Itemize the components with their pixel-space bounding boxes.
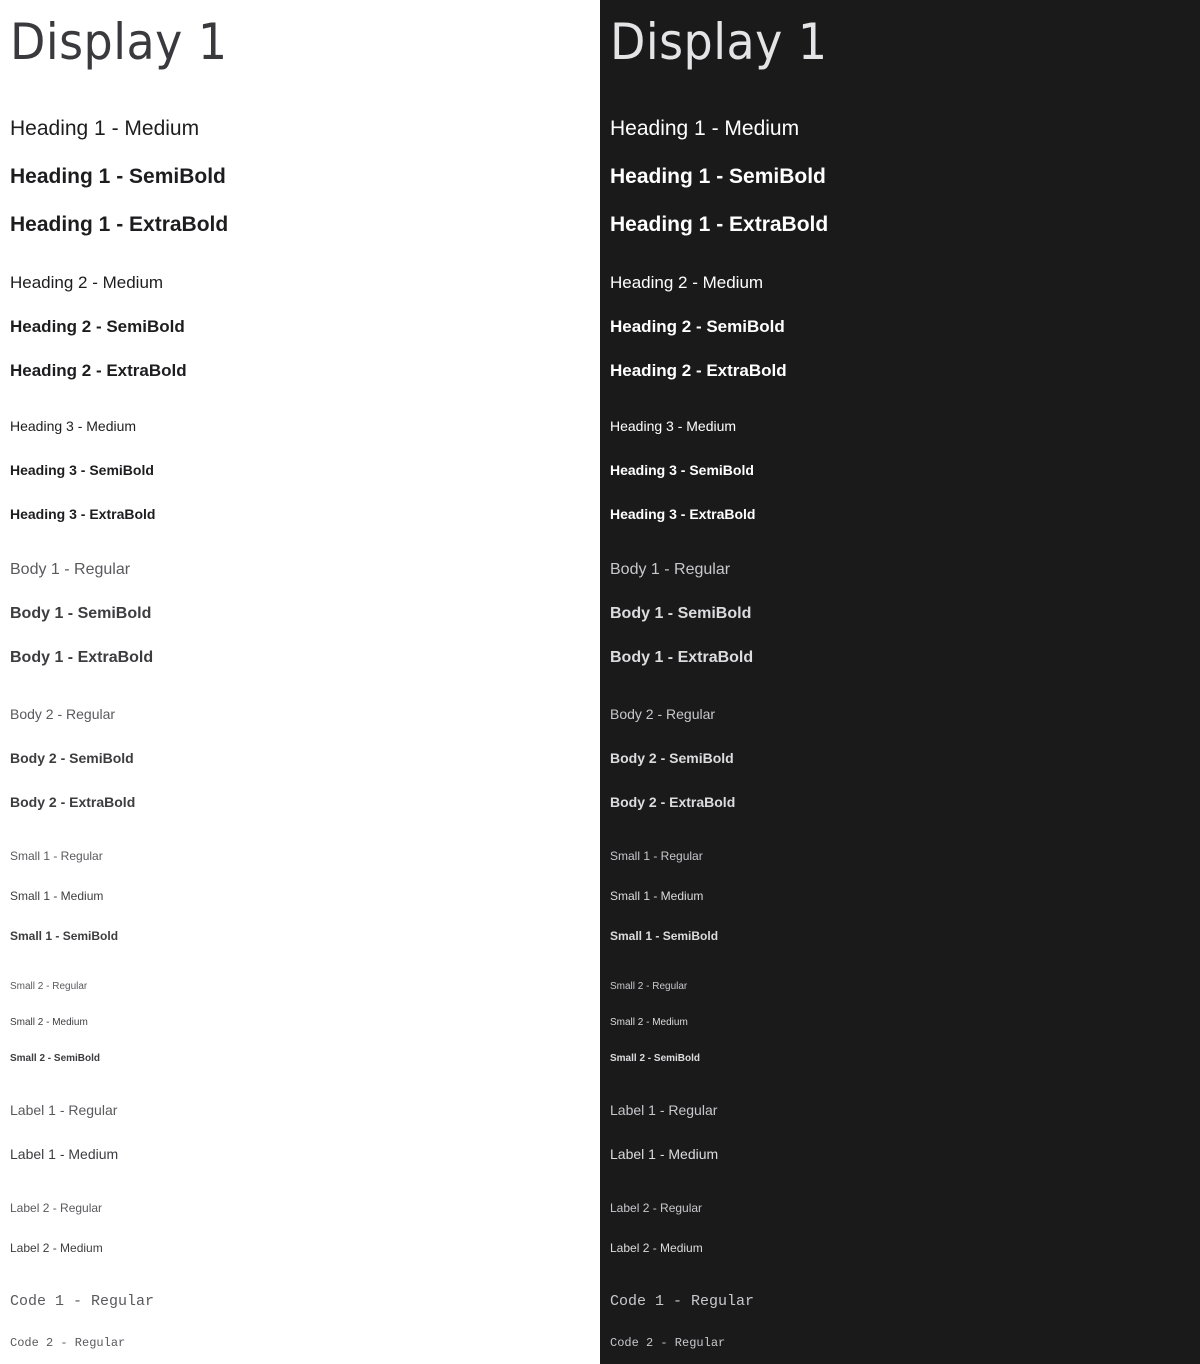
heading-2-semibold-sample: Heading 2 - SemiBold: [610, 317, 785, 336]
dark-theme-panel: [600, 0, 1200, 1364]
heading-2-medium-sample: Heading 2 - Medium: [610, 273, 764, 292]
body-2-regular-sample: Body 2 - Regular: [10, 706, 116, 722]
heading-2-semibold-sample: Heading 2 - SemiBold: [10, 317, 185, 336]
code-2-regular-sample: Code 2 - Regular: [610, 1336, 726, 1350]
label-2-regular-sample: Label 2 - Regular: [610, 1201, 703, 1215]
display-1-sample: Display 1: [10, 13, 228, 71]
heading-2-extrabold-sample: Heading 2 - ExtraBold: [610, 361, 787, 380]
heading-3-medium-sample: Heading 3 - Medium: [610, 418, 737, 434]
body-2-regular-sample: Body 2 - Regular: [610, 706, 716, 722]
heading-1-semibold-sample: Heading 1 - SemiBold: [10, 165, 226, 188]
small-2-regular-sample: Small 2 - Regular: [610, 981, 688, 992]
small-1-semibold-sample: Small 1 - SemiBold: [10, 929, 119, 943]
small-1-semibold-sample: Small 1 - SemiBold: [610, 929, 719, 943]
code-2-regular-sample: Code 2 - Regular: [10, 1336, 126, 1350]
body-1-extrabold-sample: Body 1 - ExtraBold: [10, 649, 154, 666]
label-1-regular-sample: Label 1 - Regular: [10, 1102, 118, 1118]
heading-3-semibold-sample: Heading 3 - SemiBold: [610, 462, 754, 478]
label-2-medium-sample: Label 2 - Medium: [10, 1241, 103, 1255]
heading-1-medium-sample: Heading 1 - Medium: [610, 117, 800, 140]
label-1-medium-sample: Label 1 - Medium: [610, 1146, 719, 1162]
body-1-extrabold-sample: Body 1 - ExtraBold: [610, 649, 754, 666]
heading-2-medium-sample: Heading 2 - Medium: [10, 273, 164, 292]
heading-3-extrabold-sample: Heading 3 - ExtraBold: [10, 506, 156, 522]
body-2-extrabold-sample: Body 2 - ExtraBold: [610, 794, 736, 810]
body-2-semibold-sample: Body 2 - SemiBold: [610, 750, 734, 766]
small-2-regular-sample: Small 2 - Regular: [10, 981, 88, 992]
heading-1-semibold-sample: Heading 1 - SemiBold: [610, 165, 826, 188]
heading-1-extrabold-sample: Heading 1 - ExtraBold: [10, 213, 229, 236]
body-2-semibold-sample: Body 2 - SemiBold: [10, 750, 134, 766]
small-2-semibold-sample: Small 2 - SemiBold: [10, 1053, 101, 1064]
heading-3-medium-sample: Heading 3 - Medium: [10, 418, 137, 434]
heading-1-medium-sample: Heading 1 - Medium: [10, 117, 200, 140]
code-1-regular-sample: Code 1 - Regular: [610, 1293, 755, 1310]
label-1-medium-sample: Label 1 - Medium: [10, 1146, 119, 1162]
heading-3-semibold-sample: Heading 3 - SemiBold: [10, 462, 154, 478]
display-1-sample: Display 1: [610, 13, 828, 71]
body-1-regular-sample: Body 1 - Regular: [10, 561, 131, 578]
heading-1-extrabold-sample: Heading 1 - ExtraBold: [610, 213, 829, 236]
body-1-regular-sample: Body 1 - Regular: [610, 561, 731, 578]
label-2-regular-sample: Label 2 - Regular: [10, 1201, 103, 1215]
small-1-medium-sample: Small 1 - Medium: [610, 889, 704, 903]
heading-2-extrabold-sample: Heading 2 - ExtraBold: [10, 361, 187, 380]
small-1-regular-sample: Small 1 - Regular: [10, 849, 103, 863]
body-1-semibold-sample: Body 1 - SemiBold: [610, 605, 752, 622]
label-2-medium-sample: Label 2 - Medium: [610, 1241, 703, 1255]
small-2-semibold-sample: Small 2 - SemiBold: [610, 1053, 701, 1064]
code-1-regular-sample: Code 1 - Regular: [10, 1293, 155, 1310]
small-1-regular-sample: Small 1 - Regular: [610, 849, 703, 863]
heading-3-extrabold-sample: Heading 3 - ExtraBold: [610, 506, 756, 522]
small-2-medium-sample: Small 2 - Medium: [10, 1017, 88, 1028]
body-2-extrabold-sample: Body 2 - ExtraBold: [10, 794, 136, 810]
small-2-medium-sample: Small 2 - Medium: [610, 1017, 688, 1028]
body-1-semibold-sample: Body 1 - SemiBold: [10, 605, 152, 622]
label-1-regular-sample: Label 1 - Regular: [610, 1102, 718, 1118]
small-1-medium-sample: Small 1 - Medium: [10, 889, 104, 903]
